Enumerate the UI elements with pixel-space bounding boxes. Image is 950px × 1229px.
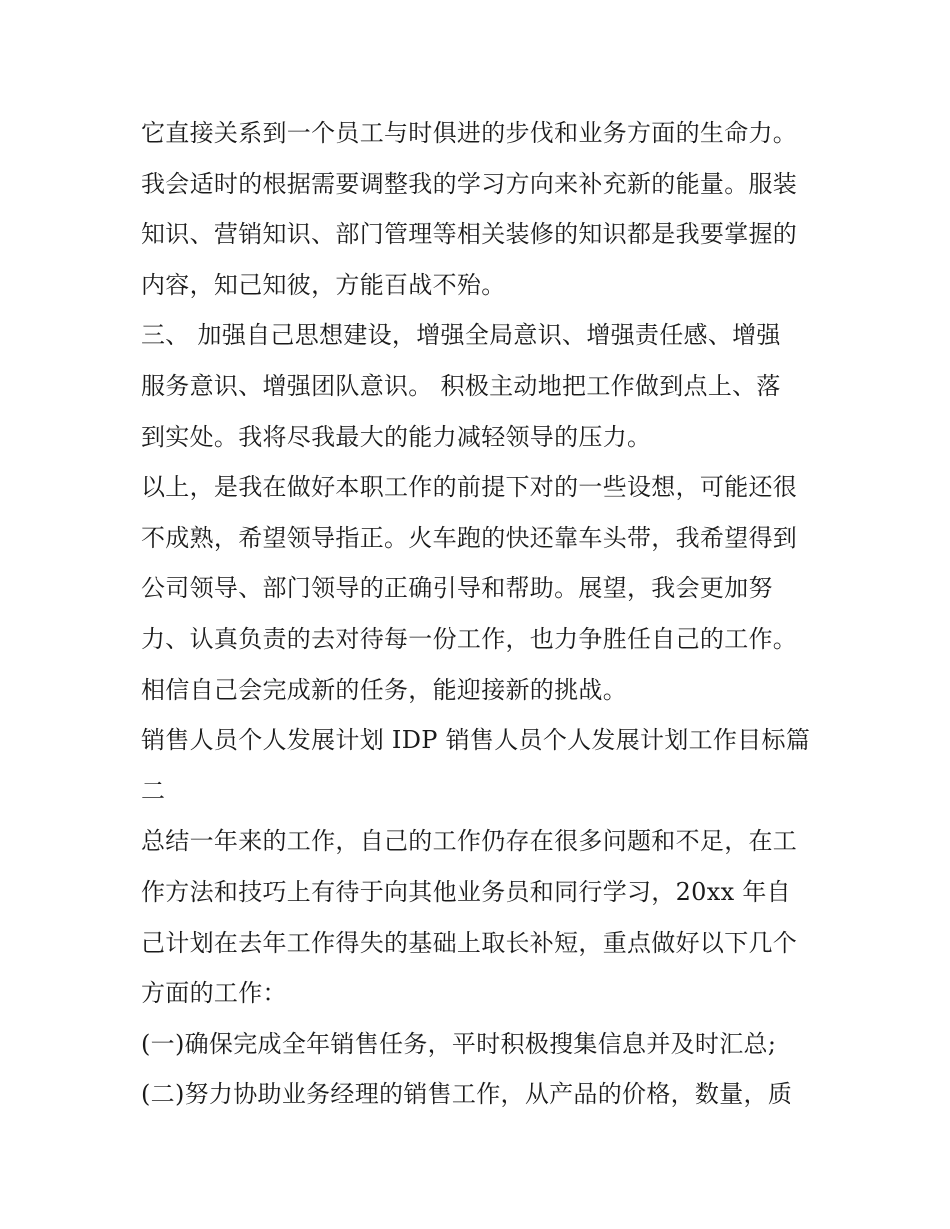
text-line: 到实处。我将尽我最大的能力减轻领导的压力。 — [141, 422, 652, 451]
section-heading-line: 三、 加强自己思想建设，增强全局意识、增强责任感、增强 — [141, 321, 781, 350]
text-line: 它直接关系到一个员工与时俱进的步伐和业务方面的生命力。 — [141, 119, 798, 147]
text-line: 相信自己会完成新的任务，能迎接新的挑战。 — [141, 675, 627, 704]
text-line: 方面的工作： — [141, 979, 287, 1008]
text-line: 服务意识、增强团队意识。 积极主动地把工作做到点上、落 — [141, 371, 781, 400]
body-text — [141, 108, 831, 1120]
text-line: 内容，知己知彼，方能百战不殆。 — [141, 270, 506, 299]
list-item-line: (一)确保完成全年销售任务，平时积极搜集信息并及时汇总; — [141, 1029, 777, 1058]
text-line: 作方法和技巧上有待于向其他业务员和同行学习，20xx 年自 — [141, 877, 791, 906]
article-title-line: 二 — [141, 776, 166, 805]
list-item-line: (二)努力协助业务经理的销售工作，从产品的价格，数量，质 — [141, 1080, 793, 1109]
text-line: 知识、营销知识、部门管理等相关装修的知识都是我要掌握的 — [141, 220, 798, 249]
text-line: 公司领导、部门领导的正确引导和帮助。展望，我会更加努 — [141, 574, 773, 603]
text-line: 我会适时的根据需要调整我的学习方向来补充新的能量。服装 — [141, 169, 798, 198]
text-line: 己计划在去年工作得失的基础上取长补短，重点做好以下几个 — [141, 928, 798, 957]
article-title-line: 销售人员个人发展计划 IDP 销售人员个人发展计划工作目标篇 — [141, 726, 811, 755]
text-line: 以上，是我在做好本职工作的前提下对的一些设想，可能还很 — [141, 473, 798, 502]
text-line: 力、认真负责的去对待每一份工作，也力争胜任自己的工作。 — [141, 624, 798, 653]
text-line: 不成熟，希望领导指正。火车跑的快还靠车头带，我希望得到 — [141, 523, 798, 552]
text-line: 总结一年来的工作，自己的工作仍存在很多问题和不足，在工 — [141, 827, 798, 856]
